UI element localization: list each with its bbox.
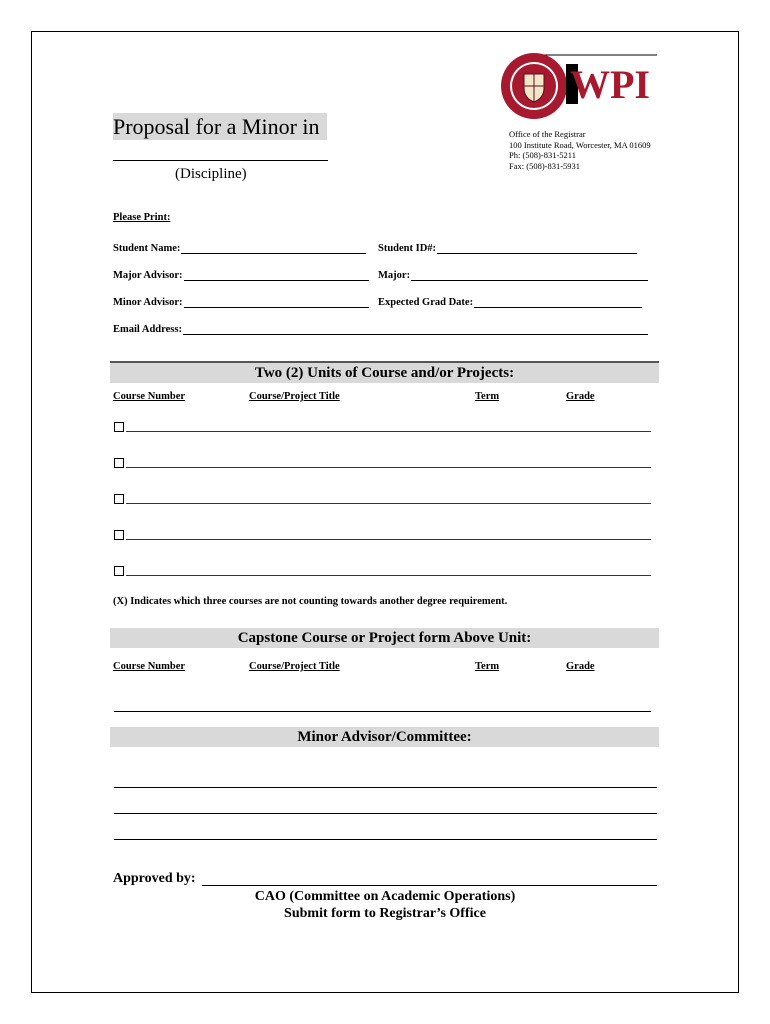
col-term: Term <box>475 391 500 402</box>
approved-by-label: Approved by: <box>113 871 196 886</box>
capstone-entry-line[interactable] <box>114 711 651 712</box>
form-page-border <box>31 31 739 993</box>
capstone-col-term: Term <box>475 661 500 672</box>
wpi-seal-icon <box>500 52 660 120</box>
advisor-line-2[interactable] <box>114 813 657 814</box>
office-fax: Fax: (508)-831-5931 <box>509 160 581 171</box>
capstone-col-title: Course/Project Title <box>249 661 340 672</box>
cao-label: CAO (Committee on Academic Operations) <box>254 889 516 904</box>
course-row-5[interactable] <box>114 563 651 576</box>
capstone-section-heading: Capstone Course or Project form Above Unit: <box>110 628 659 648</box>
capstone-col-course-number: Course Number <box>113 661 186 672</box>
course-checkbox[interactable] <box>114 566 124 576</box>
office-phone: Ph: (508)-831-5211 <box>509 150 576 160</box>
submit-instruction: Submit form to Registrar’s Office <box>284 906 486 921</box>
major-advisor-label: Major Advisor: <box>113 270 183 281</box>
office-address: 100 Institute Road, Worcester, MA 01609 <box>509 139 651 150</box>
discipline-field[interactable] <box>113 160 328 161</box>
capstone-col-grade: Grade <box>566 661 595 672</box>
course-checkbox[interactable] <box>114 458 124 468</box>
minor-advisor-field[interactable] <box>113 294 369 308</box>
email-label: Email Address: <box>113 324 182 335</box>
units-section-heading: Two (2) Units of Course and/or Projects: <box>110 361 659 383</box>
approved-by-line[interactable] <box>202 885 657 886</box>
wpi-logo <box>500 52 660 120</box>
course-checkbox[interactable] <box>114 494 124 504</box>
course-row-2[interactable] <box>114 455 651 468</box>
major-field[interactable] <box>378 267 648 281</box>
please-print-label: Please Print: <box>113 212 171 223</box>
course-checkbox[interactable] <box>114 422 124 432</box>
units-note: (X) Indicates which three courses are not counting towards another degree requirement. <box>113 596 508 607</box>
col-grade: Grade <box>566 391 595 402</box>
course-row-1[interactable] <box>114 419 651 432</box>
col-course-number: Course Number <box>113 391 186 402</box>
course-row-3[interactable] <box>114 491 651 504</box>
advisor-line-3[interactable] <box>114 839 657 840</box>
minor-advisor-label: Minor Advisor: <box>113 297 183 308</box>
student-name-label: Student Name: <box>113 243 181 254</box>
major-label: Major: <box>378 270 411 281</box>
col-course-title: Course/Project Title <box>249 391 340 402</box>
form-title: Proposal for a Minor in <box>113 113 327 140</box>
student-name-field[interactable] <box>113 240 366 254</box>
course-row-4[interactable] <box>114 527 651 540</box>
discipline-label: (Discipline) <box>175 166 247 182</box>
advisor-section-heading: Minor Advisor/Committee: <box>110 727 659 747</box>
course-checkbox[interactable] <box>114 530 124 540</box>
email-field[interactable] <box>113 321 648 335</box>
office-name: Office of the Registrar <box>509 129 586 139</box>
advisor-line-1[interactable] <box>114 787 657 788</box>
student-id-label: Student ID#: <box>378 243 437 254</box>
wpi-wordmark: WPI <box>570 62 650 107</box>
student-id-field[interactable] <box>378 240 637 254</box>
registrar-info <box>509 129 651 171</box>
expected-grad-label: Expected Grad Date: <box>378 297 474 308</box>
expected-grad-field[interactable] <box>378 294 642 308</box>
major-advisor-field[interactable] <box>113 267 369 281</box>
